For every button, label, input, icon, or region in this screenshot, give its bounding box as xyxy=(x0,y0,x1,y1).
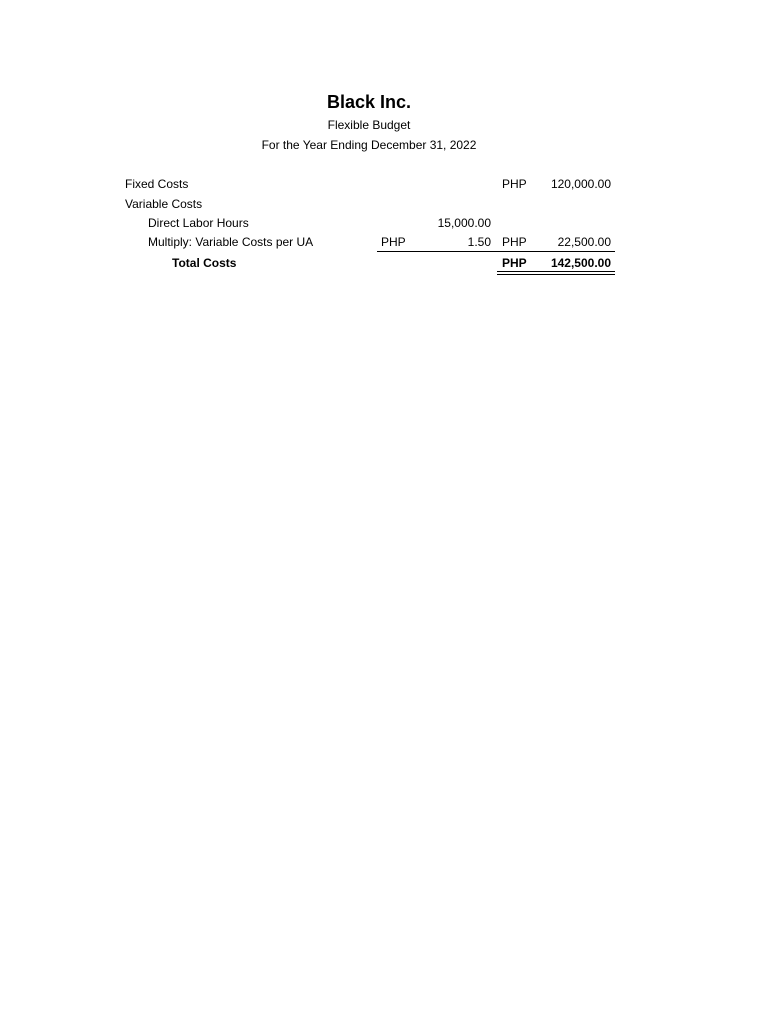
variable-costs-currency: PHP xyxy=(502,235,527,249)
direct-labor-hours-value: 15,000.00 xyxy=(437,216,491,230)
report-subtitle: Flexible Budget xyxy=(327,118,411,132)
fixed-costs-amount: 120,000.00 xyxy=(550,177,611,191)
total-costs-currency: PHP xyxy=(502,256,527,270)
report-period: For the Year Ending December 31, 2022 xyxy=(261,138,477,152)
total-double-underline-top xyxy=(497,271,615,272)
fixed-costs-label: Fixed Costs xyxy=(125,177,189,191)
report-title: Black Inc. xyxy=(326,92,412,112)
variable-rate-label: Multiply: Variable Costs per UA xyxy=(148,235,314,249)
direct-labor-hours-label: Direct Labor Hours xyxy=(148,216,249,230)
total-costs-amount: 142,500.00 xyxy=(550,256,611,270)
variable-rate-value: 1.50 xyxy=(467,235,491,249)
total-double-underline-bottom xyxy=(497,274,615,275)
fixed-costs-currency: PHP xyxy=(502,177,527,191)
variable-costs-amount: 22,500.00 xyxy=(557,235,611,249)
variable-rate-currency: PHP xyxy=(381,235,406,249)
subtotal-underline xyxy=(377,251,615,252)
total-costs-label: Total Costs xyxy=(172,256,237,270)
variable-costs-label: Variable Costs xyxy=(125,197,203,211)
